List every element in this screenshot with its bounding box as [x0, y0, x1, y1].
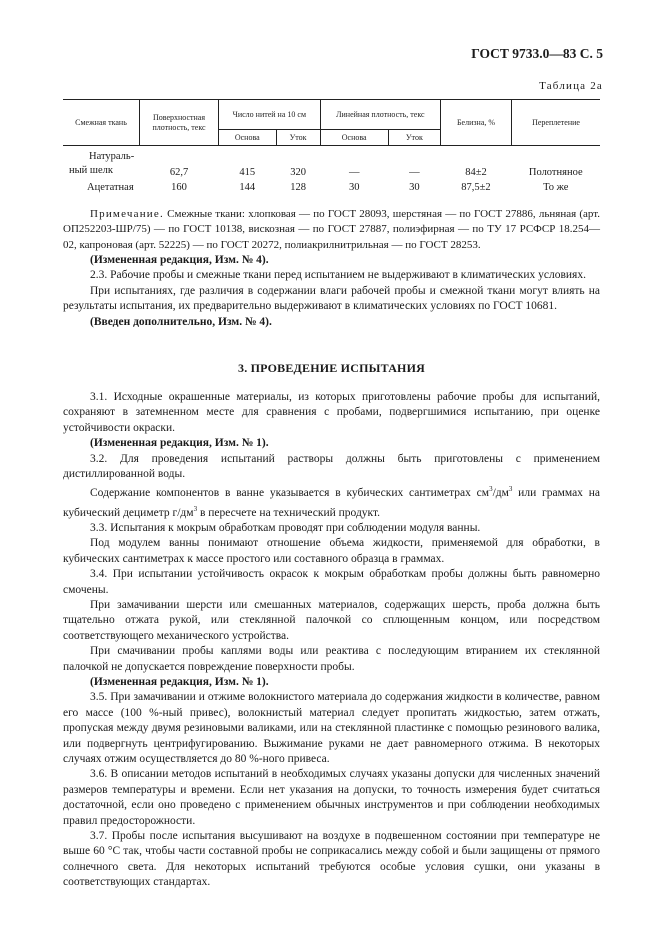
- cell-density: 62,7: [169, 167, 189, 178]
- paragraph-3-2: 3.2. Для проведения испытаний растворы должны быть приготовлены с применением дистиллированной воды.: [63, 452, 600, 481]
- edit-note: (Измененная редакция, Изм. № 1).: [90, 437, 269, 450]
- cell-weave: То же: [543, 181, 569, 193]
- cell-linear-weft: —: [409, 167, 420, 178]
- note-text: Смежные ткани: хлопковая — по ГОСТ 28093, шерстяная — по ГОСТ 27886, льняная (арт. ОП252203-ШР/75) — по ГОСТ 10138, вискозная — по ГОСТ 27887, полиэфирная — по ТУ 17 РСФСР 18.254—02, капроновая (арт. 52225) — по ГОСТ 20272, полиакрилнитрильная — по ГОСТ 28253.: [63, 208, 601, 251]
- paragraph-3-4b: При замачивании шерсти или смешанных материалов, содержащих шерсть, проба должна быть тщательно отжата рукой, или стеклянной палочкой со сплющенным концом, или посредством соответствующего механического устройства.: [63, 598, 600, 642]
- cell-threads-weft: 320: [290, 167, 306, 178]
- paragraph-3-7: 3.7. Пробы после испытания высушивают на воздухе в подвешенном состоянии при температуре не выше 60 °С так, чтобы части составной пробы не соприкасались между собой и были защищены от прямого солнечного света. Для некоторых испытаний требуются особые условия сушки, они указаны в соответствующих стандартах.: [63, 830, 600, 889]
- page-header: ГОСТ 9733.0—83 С. 5: [471, 46, 603, 61]
- paragraph-3-4: 3.4. При испытании устойчивость окрасок к мокрым обработкам пробы должны быть равномерно смочены.: [63, 568, 600, 596]
- col-linear-warp: Основа: [320, 130, 388, 146]
- cell-whiteness: 87,5±2: [461, 181, 491, 193]
- table-row: [63, 146, 600, 179]
- cell-linear-weft: 30: [409, 181, 420, 193]
- note-label: Примечание.: [90, 208, 164, 220]
- table-note: [63, 207, 600, 253]
- cell-fabric: Ацетатная: [87, 181, 134, 193]
- col-linear-header: Линейная плотность, текс: [320, 100, 440, 130]
- edit-note: (Измененная редакция, Изм. № 1).: [90, 675, 269, 688]
- cell-whiteness: 84±2: [465, 167, 487, 178]
- paragraph-3-5: 3.5. При замачивании и отжиме волокнистого материала до содержания жидкости в количестве, равном его массе (100 %-ный привес), волокнистый материал следует пропитать жидкостью, затем отжать, пропуская между двумя резиновыми валиками, или на стеклянной пластинке с помощью резинового валика, или подвергнуть центрифугированию. Выжимание руками не дает равномерного отжима. В некоторых случаях отжим осуществляется до 80 %-ного привеса.: [63, 691, 600, 765]
- paragraph-2-3b: При испытаниях, где различия в содержании влаги рабочей пробы и смежной ткани могут влиять на результаты испытания, их предварительно выдерживают в климатических условиях по ГОСТ 10681.: [63, 284, 600, 313]
- paragraph-3-3b: Под модулем ванны понимают отношение объема жидкости, применяемой для обработки, в кубических сантиметрах к массе простого или составного образца в граммах.: [63, 537, 600, 565]
- col-density-header: Поверхностная плотность, текс: [140, 100, 219, 146]
- cell-threads-warp: 415: [239, 167, 256, 178]
- col-threads-header: Число нитей на 10 см: [219, 100, 321, 130]
- col-threads-weft: Уток: [276, 130, 320, 146]
- intro-note: (Введен дополнительно, Изм. № 4).: [90, 315, 272, 328]
- paragraph-3-4c: При смачивании пробы каплями воды или реактива с последующим втиранием их стеклянной палочкой не допускается повреждение поверхности пробы.: [63, 645, 600, 673]
- paragraph-3-6: 3.6. В описании методов испытаний в необходимых случаях указаны допуски для численных значений размеров температуры и времени. Если нет указания на допуски, то точность измерения будет считаться достаточной, если оно проведено с применением обычных инструментов и при соблюдении необходимых правил предосторожности.: [63, 768, 600, 827]
- table-row: [63, 178, 600, 196]
- col-linear-weft: Уток: [388, 130, 440, 146]
- table-caption: Таблица 2а: [539, 80, 603, 92]
- cell-linear-warp: 30: [348, 181, 360, 193]
- edit-note: (Измененная редакция, Изм. № 4).: [90, 254, 269, 266]
- col-whiteness-header: Белизна, %: [441, 100, 512, 146]
- col-fabric-header: Смежная ткань: [63, 100, 140, 146]
- section-title: 3. ПРОВЕДЕНИЕ ИСПЫТАНИЯ: [238, 361, 425, 375]
- cell-linear-warp: —: [348, 167, 360, 178]
- paragraph-2-3: 2.3. Рабочие пробы и смежные ткани перед испытанием не выдерживают в климатических условиях.: [90, 269, 586, 282]
- section-3-body: [63, 390, 600, 891]
- cell-threads-weft: 128: [290, 181, 306, 193]
- paragraph-3-3: 3.3. Испытания к мокрым обработкам проводят при соблюдении модуля ванны.: [90, 521, 481, 534]
- col-weave-header: Переплетение: [512, 100, 601, 146]
- paragraph-3-2b: Содержание компонентов в ванне указывается в кубических сантиметрах $см^3/дм^3$ или граммах на кубический дециметр $г/дм^3$ в пересчете на технический продукт.: [63, 485, 600, 519]
- cell-fabric: Натураль- ный шелк: [69, 151, 135, 176]
- cell-density: 160: [171, 181, 187, 193]
- block-2-3: [63, 253, 600, 330]
- paragraph-3-1: 3.1. Исходные окрашенные материалы, из которых приготовлены рабочие пробы для испытаний, сохраняют в затемненном месте для сравнения с пробами, подвергшимися испытанию, при оценке устойчивости окраски.: [63, 391, 600, 434]
- fabric-table: [63, 99, 600, 196]
- cell-threads-warp: 144: [239, 181, 256, 193]
- col-threads-warp: Основа: [219, 130, 277, 146]
- cell-weave: Полотняное: [528, 167, 583, 178]
